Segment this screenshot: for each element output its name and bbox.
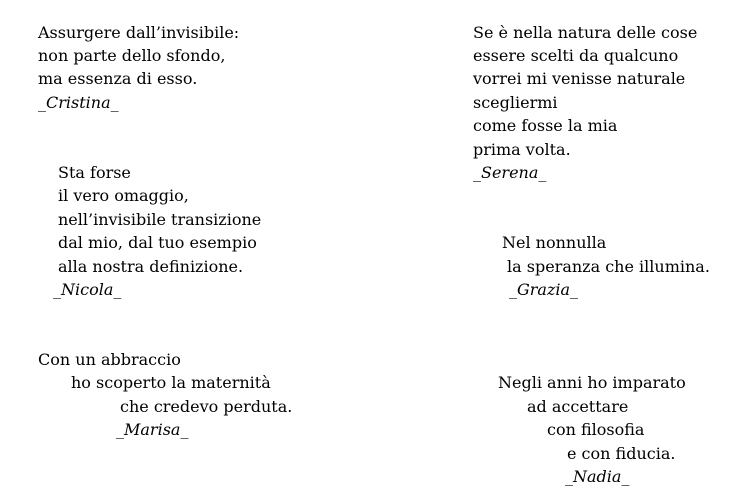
poem-line: Negli anni ho imparato — [498, 373, 686, 392]
poem-signature: _Grazia_ — [509, 280, 579, 299]
poem-line: la speranza che illumina. — [507, 257, 710, 276]
poem-line: scegliermi — [473, 93, 558, 112]
poem-line: ma essenza di esso. — [38, 69, 198, 88]
poem-signature: _Nicola_ — [53, 280, 122, 299]
poem-line: dal mio, dal tuo esempio — [58, 233, 257, 252]
poem-line: ad accettare — [527, 397, 629, 416]
poem-signature: _Marisa_ — [116, 420, 189, 439]
poem-line: essere scelti da qualcuno — [473, 46, 679, 65]
poem-line: alla nostra definizione. — [58, 257, 244, 276]
poem-line: Nel nonnulla — [502, 233, 607, 252]
poem-line: prima volta. — [473, 140, 571, 159]
poem-line: nell’invisibile transizione — [58, 210, 262, 229]
poem-line: con filosofia — [547, 420, 645, 439]
poem-signature: _Serena_ — [473, 163, 547, 182]
poem-line: vorrei mi venisse naturale — [473, 69, 686, 88]
poem-line: non parte dello sfondo, — [38, 46, 226, 65]
poem-line: come fosse la mia — [473, 116, 618, 135]
poem-line: Assurgere dall’invisibile: — [38, 23, 240, 42]
poem-signature: _Cristina_ — [38, 93, 119, 112]
poem-line: ho scoperto la maternità — [71, 373, 271, 392]
poem-line: Con un abbraccio — [38, 350, 181, 369]
poem-line: che credevo perduta. — [120, 397, 293, 416]
poem-signature: _Nadia_ — [565, 467, 630, 486]
poem-line: e con fiducia. — [567, 444, 676, 463]
poem-line: Se è nella natura delle cose — [473, 23, 698, 42]
poem-line: il vero omaggio, — [58, 186, 189, 205]
poem-line: Sta forse — [58, 163, 131, 182]
